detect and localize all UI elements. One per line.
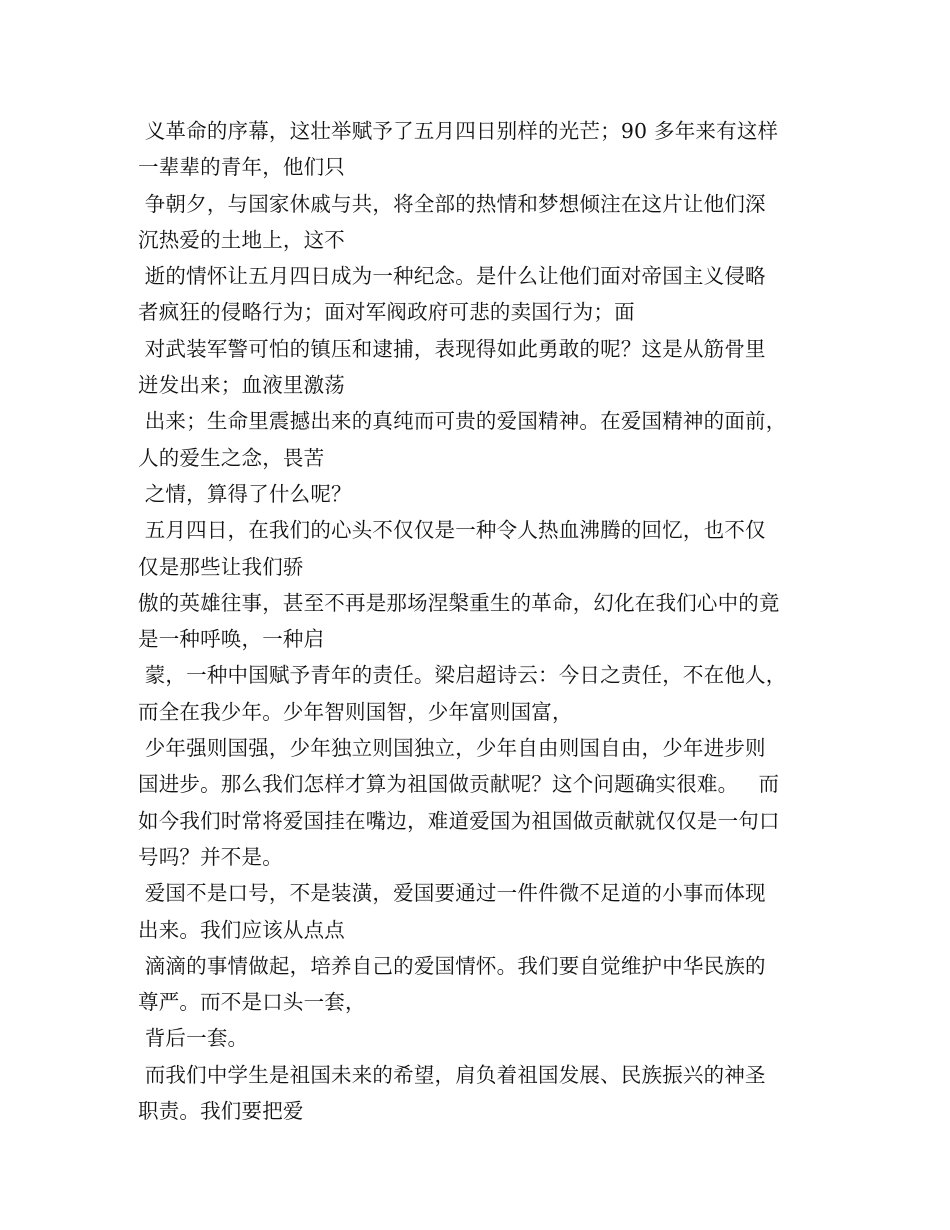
text-line: 国进步。那么我们怎样才算为祖国做贡献呢？这个问题确实很难。 而 (138, 772, 780, 797)
text-line: 出来；生命里震撼出来的真纯而可贵的爱国精神。在爱国精神的面前， (138, 409, 787, 434)
text-line: 职责。我们要把爱 (138, 1099, 304, 1124)
text-line: 对武装军警可怕的镇压和逮捕，表现得如此勇敢的呢？这是从筋骨里 (138, 336, 766, 361)
text-line: 背后一套。 (138, 1026, 249, 1051)
text-line: 出来。我们应该从点点 (138, 917, 345, 942)
text-line: 迸发出来；血液里激荡 (138, 373, 345, 398)
text-line: 争朝夕，与国家休戚与共，将全部的热情和梦想倾注在这片让他们深 (138, 191, 766, 216)
text-line: 滴滴的事情做起，培养自己的爱国情怀。我们要自觉维护中华民族的 (138, 953, 766, 978)
text-line: 者疯狂的侵略行为；面对军阀政府可悲的卖国行为；面 (138, 300, 635, 325)
body-text (138, 113, 828, 1129)
text-line: 而全在我少年。少年智则国智，少年富则国富， (138, 699, 573, 724)
text-line: 少年强则国强，少年独立则国独立，少年自由则国自由，少年进步则 (138, 736, 766, 761)
text-line: 逝的情怀让五月四日成为一种纪念。是什么让他们面对帝国主义侵略 (138, 264, 766, 289)
text-line: 之情，算得了什么呢？ (138, 481, 352, 506)
text-line: 仅是那些让我们骄 (138, 554, 304, 579)
text-line: 人的爱生之念，畏苦 (138, 445, 325, 470)
text-line: 五月四日，在我们的心头不仅仅是一种令人热血沸腾的回忆，也不仅 (138, 518, 766, 543)
text-line: 义革命的序幕，这壮举赋予了五月四日别样的光芒；90 多年来有这样 (138, 119, 779, 143)
text-line: 沉热爱的土地上，这不 (138, 227, 345, 252)
text-line: 傲的英雄往事，甚至不再是那场涅槃重生的革命，幻化在我们心中的竟 (138, 590, 780, 615)
text-line: 如今我们时常将爱国挂在嘴边，难道爱国为祖国做贡献就仅仅是一句口 (138, 808, 780, 833)
text-line: 爱国不是口号，不是装潢，爱国要通过一件件微不足道的小事而体现 (138, 881, 766, 906)
text-line: 尊严。而不是口头一套， (138, 990, 366, 1015)
text-line: 而我们中学生是祖国未来的希望，肩负着祖国发展、民族振兴的神圣 (138, 1062, 766, 1087)
text-line: 蒙，一种中国赋予青年的责任。梁启超诗云：今日之责任，不在他人， (138, 663, 787, 688)
text-line: 一辈辈的青年，他们只 (138, 155, 345, 180)
text-line: 是一种呼唤，一种启 (138, 627, 325, 652)
text-line: 号吗？并不是。 (138, 844, 283, 869)
